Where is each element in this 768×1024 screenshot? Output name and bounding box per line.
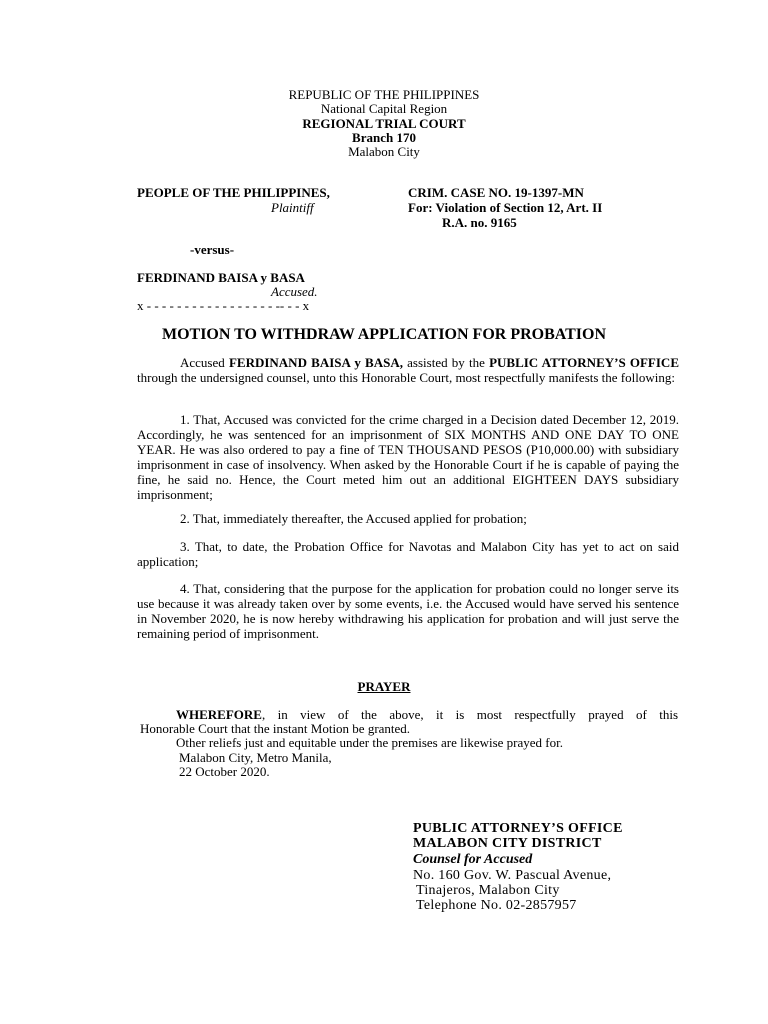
paragraph-4: 4. That, considering that the purpose for the application for probation could no longer serve its use because it was already taken over by some events, i.e. the Accused would have served his sentence in November 2020, he is now hereby withdrawing his application for probation and will just serve the remaining period of imprisonment. [137,581,679,641]
header-city: Malabon City [348,144,420,159]
caption-separator: x - - - - - - - - - - - - - - - - - -- - - x [137,298,310,313]
accused-name: FERDINAND BAISA y BASA [137,270,305,285]
prayer-heading: PRAYER [357,679,411,694]
signature-role: Counsel for Accused [413,852,533,867]
header-court: REGIONAL TRIAL COURT [302,116,466,131]
prayer-text-1: , in view of the above, it is most respectfully prayed of this [261,707,678,722]
header-republic: REPUBLIC OF THE PHILIPPINES [288,87,480,102]
paragraph-3: 3. That, to date, the Probation Office for Navotas and Malabon City has yet to act on said application; [137,539,679,569]
paragraph-2: 2. That, immediately thereafter, the Accused applied for probation; [180,511,527,526]
plaintiff-role: Plaintiff [271,200,314,215]
paragraph-1: 1. That, Accused was convicted for the crime charged in a Decision dated December 12, 2019. Accordingly, he was sentenced for an imprisonment of SIX MONTHS AND ONE DAY TO ONE YEAR. He was also ordered to pay a fine of TEN THOUSAND PESOS (P10,000.00) with subsidiary imprisonment in case of insolvency. When asked by the Honorable Court if he is capable of paying the fine, he said no. Hence, the Court meted him out an additional EIGHTEEN DAYS subsidiary imprisonment; [137,412,679,502]
signature-district: MALABON CITY DISTRICT [413,836,602,851]
intro-prefix: Accused [180,355,229,370]
case-number: CRIM. CASE NO. 19-1397-MN [408,185,584,200]
intro-office-name: PUBLIC ATTORNEY’S OFFICE [489,355,679,370]
prayer-line-1 [176,707,678,722]
prayer-other-reliefs: Other reliefs just and equitable under the premises are likewise prayed for. [176,735,563,750]
intro-suffix: through the undersigned counsel, unto this Honorable Court, most respectfully manifests the following: [137,370,675,385]
signature-phone: Telephone No. 02-2857957 [416,898,577,913]
plaintiff-name: PEOPLE OF THE PHILIPPINES, [137,185,330,200]
header-region: National Capital Region [320,101,448,116]
prayer-line-2: Honorable Court that the instant Motion be granted. [140,721,411,736]
prayer-date: 22 October 2020. [179,764,270,779]
accused-role: Accused. [271,284,318,299]
signature-address-2: Tinajeros, Malabon City [416,883,560,898]
case-violation: For: Violation of Section 12, Art. II [408,200,603,215]
prayer-place: Malabon City, Metro Manila, [179,750,332,765]
motion-title: MOTION TO WITHDRAW APPLICATION FOR PROBATION [161,326,607,343]
intro-accused-name: FERDINAND BAISA y BASA, [228,355,403,370]
prayer-wherefore: WHEREFORE [176,707,262,722]
signature-office: PUBLIC ATTORNEY’S OFFICE [413,821,623,836]
intro-paragraph [137,355,679,385]
versus-label: -versus- [190,242,235,257]
signature-address-1: No. 160 Gov. W. Pascual Avenue, [413,868,612,883]
case-ra-number: R.A. no. 9165 [442,215,517,230]
header-branch: Branch 170 [352,130,416,145]
intro-middle: assisted by the [402,355,490,370]
